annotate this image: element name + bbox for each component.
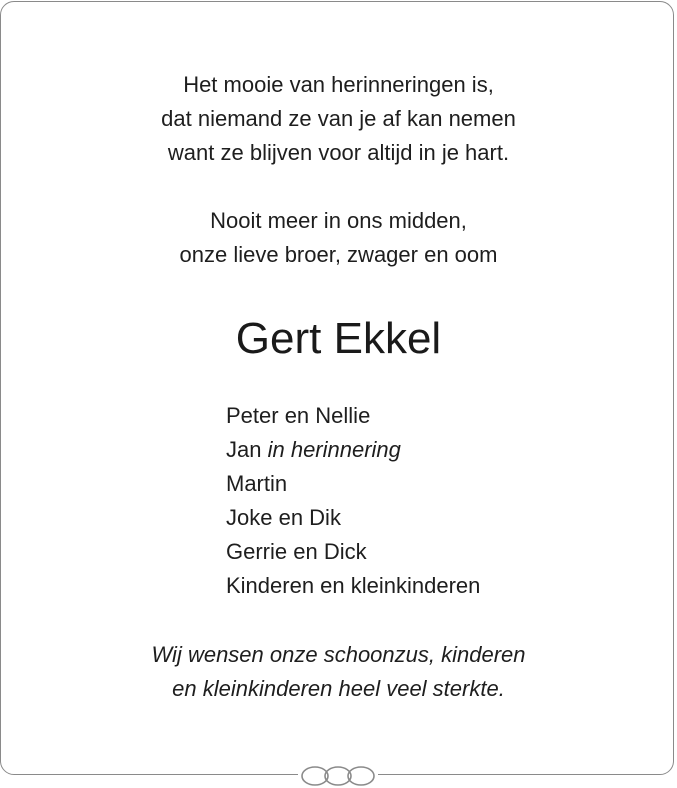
- family-member: [226, 569, 480, 603]
- poem-line: want ze blijven voor altijd in je hart.: [167, 140, 510, 165]
- intro-line: onze lieve broer, zwager en oom: [179, 242, 498, 267]
- family-member-name: Joke en Dik: [226, 505, 341, 530]
- family-member: [226, 433, 401, 467]
- family-member: [226, 535, 367, 569]
- closing-line: en kleinkinderen heel veel sterkte.: [172, 676, 505, 701]
- family-member: [226, 399, 370, 433]
- family-member-name: Kinderen en kleinkinderen: [226, 573, 481, 598]
- family-member-note: in herinnering: [267, 437, 401, 462]
- family-member: [226, 467, 287, 501]
- family-member-name: Martin: [226, 471, 288, 496]
- poem-line: Het mooie van herinneringen is,: [183, 72, 494, 97]
- poem-line: dat niemand ze van je af kan nemen: [161, 106, 516, 131]
- family-member-name: Gerrie en Dick: [226, 539, 367, 564]
- family-member: [226, 501, 341, 535]
- intro-line: Nooit meer in ons midden,: [210, 208, 467, 233]
- family-member-name: Jan: [226, 437, 268, 462]
- closing-line: Wij wensen onze schoonzus, kinderen: [151, 642, 526, 667]
- deceased-name: Gert Ekkel: [235, 314, 442, 363]
- family-member-name: Peter en Nellie: [226, 403, 371, 428]
- ornament-loops-icon: [298, 764, 378, 788]
